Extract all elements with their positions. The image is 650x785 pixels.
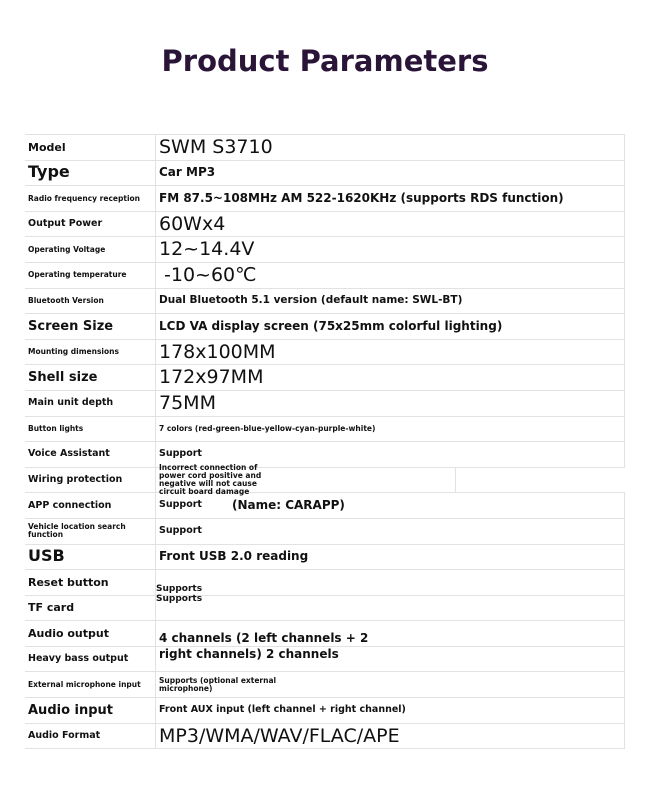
table-row — [25, 365, 625, 391]
table-row — [25, 493, 625, 519]
row-value-depth: 75MM — [156, 391, 625, 416]
reset-support-text: Supports — [156, 584, 203, 594]
row-label-type: Type — [25, 161, 156, 186]
row-label-audio-output: Audio output — [25, 621, 156, 646]
table-row — [25, 672, 625, 698]
row-value-bluetooth: Dual Bluetooth 5.1 version (default name: SWL-BT) — [156, 289, 625, 314]
table-row — [25, 570, 625, 596]
page-title: Product Parameters — [161, 44, 489, 78]
table-row — [25, 698, 625, 724]
row-label-radio: Radio frequency reception — [25, 186, 156, 211]
row-label-audio-format: Audio Format — [25, 724, 156, 749]
row-value-button-lights: 7 colors (red-green-blue-yellow-cyan-purple-white) — [156, 417, 625, 442]
table-row — [25, 519, 625, 545]
row-value-voice: Support — [156, 442, 625, 467]
row-value-model: SWM S3710 — [156, 135, 625, 160]
row-label-usb: USB — [25, 545, 156, 570]
table-row — [25, 263, 625, 289]
row-value-ext-mic: Supports (optional external microphone) — [156, 672, 625, 697]
table-row — [25, 391, 625, 417]
row-value-reset — [156, 570, 625, 595]
row-label-model: Model — [25, 135, 156, 160]
row-value-radio: FM 87.5~108MHz AM 522-1620KHz (supports RDS function) — [156, 186, 625, 211]
row-label-bluetooth: Bluetooth Version — [25, 289, 156, 314]
table-row — [25, 462, 625, 497]
table-row — [25, 596, 625, 622]
row-label-screen-size: Screen Size — [25, 314, 156, 339]
row-label-output-power: Output Power — [25, 212, 156, 237]
table-row — [25, 237, 625, 263]
row-label-button-lights: Button lights — [25, 417, 156, 442]
table-row — [25, 442, 625, 468]
table-row — [25, 186, 625, 212]
row-value-shell-size: 172x97MM — [156, 365, 625, 390]
row-value-usb: Front USB 2.0 reading — [156, 545, 625, 570]
row-label-voltage: Operating Voltage — [25, 237, 156, 262]
row-value-wiring: Incorrect connection of power cord positive and negative will not cause circuit board damage — [156, 468, 456, 493]
table-row — [25, 212, 625, 238]
audio-output-line2: right channels) 2 channels — [159, 647, 339, 661]
row-value-output-power: 60Wx4 — [156, 212, 625, 237]
row-value-type: Car MP3 — [156, 161, 625, 186]
row-value-voltage: 12~14.4V — [156, 237, 625, 262]
row-label-ext-mic: External microphone input — [25, 672, 156, 697]
table-row — [25, 340, 625, 366]
row-value-mounting: 178x100MM — [156, 340, 625, 365]
table-row — [25, 545, 625, 571]
app-support-text: Support — [159, 499, 202, 511]
row-label-audio-input: Audio input — [25, 698, 156, 723]
table-row — [25, 724, 625, 750]
audio-output-line1: 4 channels (2 left channels + 2 — [159, 631, 369, 645]
row-label-temperature: Operating temperature — [25, 263, 156, 288]
table-row — [25, 417, 625, 443]
row-label-heavy-bass: Heavy bass output — [25, 647, 156, 672]
row-label-shell-size: Shell size — [25, 365, 156, 390]
row-value-temperature: -10~60℃ — [156, 263, 625, 288]
row-label-depth: Main unit depth — [25, 391, 156, 416]
app-name-text: (Name: CARAPP) — [231, 498, 345, 513]
tf-support-text: Supports — [156, 594, 203, 604]
row-value-audio-input: Front AUX input (left channel + right channel) — [156, 698, 625, 723]
row-label-mounting: Mounting dimensions — [25, 340, 156, 365]
row-label-voice: Voice Assistant — [25, 442, 156, 467]
row-label-tf-card: TF card — [25, 596, 156, 621]
row-label-wiring: Wiring protection — [25, 468, 156, 493]
row-label-reset: Reset button — [25, 570, 156, 595]
table-row — [25, 161, 625, 187]
row-value-app — [156, 493, 625, 518]
row-value-vehicle-location: Support — [156, 519, 625, 544]
table-row — [25, 135, 625, 161]
table-row — [25, 289, 625, 315]
row-value-audio-format: MP3/WMA/WAV/FLAC/APE — [156, 724, 625, 749]
table-row — [25, 314, 625, 340]
row-label-app: APP connection — [25, 493, 156, 518]
row-label-vehicle-location: Vehicle location search function — [25, 519, 156, 544]
row-value-tf-card — [156, 596, 625, 621]
row-value-screen-size: LCD VA display screen (75x25mm colorful lighting) — [156, 314, 625, 339]
